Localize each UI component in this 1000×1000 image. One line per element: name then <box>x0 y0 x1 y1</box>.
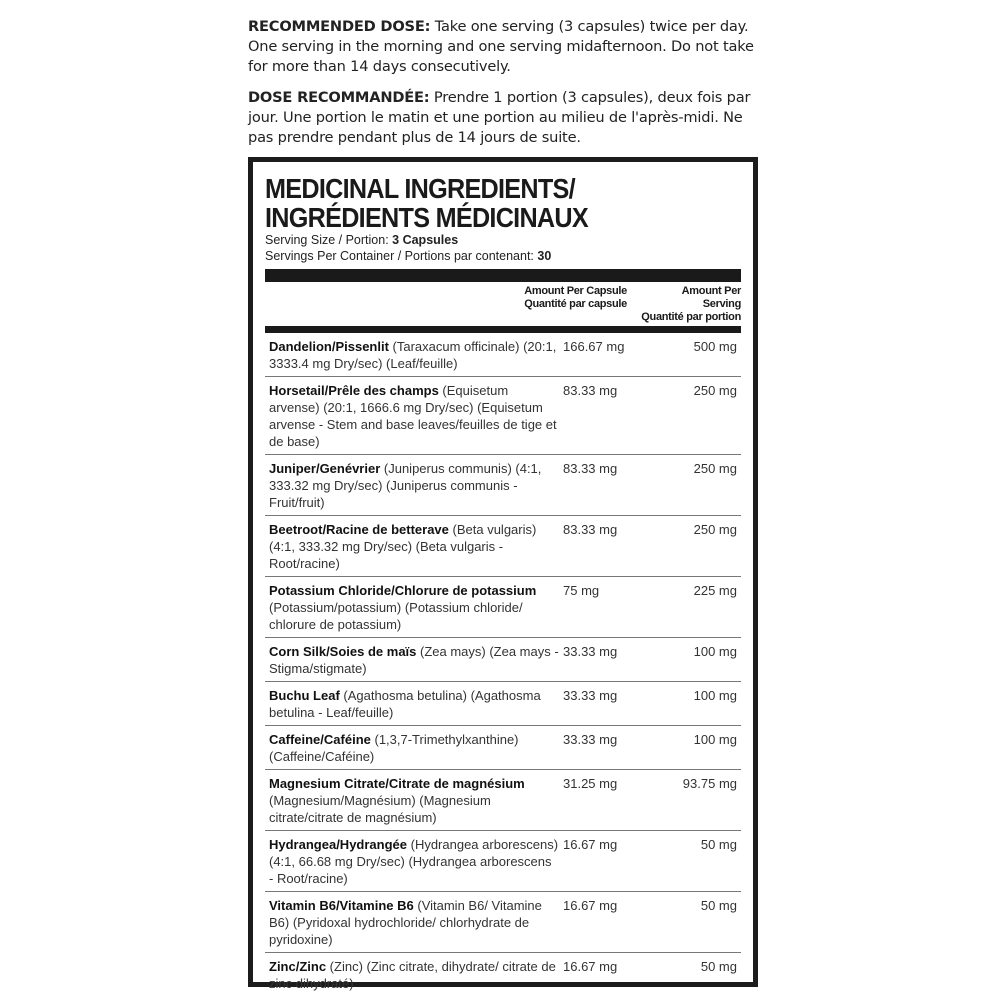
ingredient-row <box>265 333 741 377</box>
ingredient-row <box>265 770 741 831</box>
ingredient-name: Beetroot/Racine de betterave <box>269 522 449 537</box>
amount-per-serving: 225 mg <box>693 583 737 598</box>
ingredient-row <box>265 682 741 726</box>
ingredient-detail: (Hydrangea arborescens) (4:1, 66.68 mg Dry/sec) (Hydrangea arborescens - Root/racine) <box>269 837 559 886</box>
ingredient-row <box>265 892 741 953</box>
amount-per-capsule: 83.33 mg <box>563 383 618 398</box>
amount-per-capsule: 16.67 mg <box>563 898 618 913</box>
column-headers <box>265 282 741 326</box>
ingredient-description <box>269 836 559 887</box>
dose-text-fr: Prendre 1 portion (3 capsules), deux fois par jour. Une portion le matin et une portion au milieu de l'après-midi. Ne pas prendre pendant plus de 14 jours de suite. <box>248 89 751 146</box>
ingredient-name: Magnesium Citrate/Citrate de magnésium <box>269 776 525 791</box>
amount-per-capsule: 166.67 mg <box>563 339 625 354</box>
ingredient-row <box>265 455 741 516</box>
amount-per-serving: 500 mg <box>693 339 737 354</box>
ingredient-name: Corn Silk/Soies de maïs <box>269 644 417 659</box>
panel-title-line1: MEDICINAL INGREDIENTS/ <box>265 173 575 204</box>
amount-per-capsule: 83.33 mg <box>563 522 618 537</box>
amount-per-serving: 250 mg <box>693 461 737 476</box>
panel-title-line2: INGRÉDIENTS MÉDICINAUX <box>265 202 588 233</box>
ingredient-description <box>269 731 559 765</box>
amount-per-capsule: 16.67 mg <box>563 837 618 852</box>
ingredient-name: Buchu Leaf <box>269 688 340 703</box>
amount-per-serving: 100 mg <box>693 644 737 659</box>
thick-divider <box>265 269 741 282</box>
ingredient-row <box>265 953 741 996</box>
amount-per-serving: 50 mg <box>700 959 737 974</box>
amount-per-capsule: 33.33 mg <box>563 732 618 747</box>
ingredient-detail: (Beta vulgaris) (4:1, 333.32 mg Dry/sec) (Beta vulgaris - Root/racine) <box>269 522 537 571</box>
amount-per-capsule: 33.33 mg <box>563 644 618 659</box>
servings-per-container-label: Servings Per Container / Portions par contenant: <box>265 249 538 263</box>
servings-per-container <box>265 248 741 264</box>
panel-title <box>265 174 693 232</box>
amount-per-serving: 50 mg <box>700 898 737 913</box>
serving-size-label: Serving Size / Portion: <box>265 233 393 247</box>
ingredient-description <box>269 582 559 633</box>
amount-per-serving: 50 mg <box>700 837 737 852</box>
ingredient-detail: (Taraxacum officinale) (20:1, 3333.4 mg Dry/sec) (Leaf/feuille) <box>269 339 557 371</box>
ingredient-detail: (Potassium/potassium) (Potassium chloride/ chlorure de potassium) <box>269 600 523 632</box>
serving-size-value: 3 Capsules <box>392 233 459 247</box>
ingredient-list <box>265 333 741 996</box>
col-header-per-serving <box>641 285 741 324</box>
ingredient-row <box>265 577 741 638</box>
ingredient-detail: (Zinc) (Zinc citrate, dihydrate/ citrate de zinc dihydraté) <box>269 959 556 991</box>
ingredient-name: Caffeine/Caféine <box>269 732 371 747</box>
ingredient-detail: (Zea mays) (Zea mays - Stigma/stigmate) <box>269 644 559 676</box>
ingredient-description <box>269 382 559 450</box>
ingredient-detail: (1,3,7-Trimethylxanthine) (Caffeine/Caféine) <box>269 732 519 764</box>
amount-per-capsule: 83.33 mg <box>563 461 618 476</box>
ingredient-name: Potassium Chloride/Chlorure de potassium <box>269 583 537 598</box>
ingredient-detail: (Equisetum arvense) (20:1, 1666.6 mg Dry/sec) (Equisetum arvense - Stem and base leaves/feuilles de tige et de base) <box>269 383 557 449</box>
ingredient-description <box>269 897 559 948</box>
dose-label-en: RECOMMENDED DOSE: <box>248 18 431 35</box>
ingredient-description <box>269 460 559 511</box>
ingredient-description <box>269 643 559 677</box>
ingredient-detail: (Agathosma betulina) (Agathosma betulina - Leaf/feuille) <box>269 688 541 720</box>
col-capsule-en: Amount Per Capsule <box>524 285 627 297</box>
ingredient-name: Juniper/Genévrier <box>269 461 381 476</box>
ingredient-description <box>269 521 559 572</box>
ingredient-name: Zinc/Zinc <box>269 959 327 974</box>
amount-per-serving: 100 mg <box>693 688 737 703</box>
amount-per-capsule: 31.25 mg <box>563 776 618 791</box>
ingredient-name: Dandelion/Pissenlit <box>269 339 389 354</box>
ingredient-row <box>265 726 741 770</box>
servings-per-container-value: 30 <box>537 249 552 263</box>
header-divider <box>265 326 741 333</box>
ingredient-row <box>265 516 741 577</box>
ingredient-description <box>269 687 559 721</box>
col-capsule-fr: Quantité par capsule <box>524 298 627 310</box>
amount-per-capsule: 75 mg <box>563 583 600 598</box>
ingredient-name: Horsetail/Prêle des champs <box>269 383 439 398</box>
ingredient-row <box>265 831 741 892</box>
ingredient-row <box>265 377 741 455</box>
ingredient-name: Vitamin B6/Vitamine B6 <box>269 898 414 913</box>
dose-label-fr: DOSE RECOMMANDÉE: <box>248 89 430 106</box>
ingredient-detail: (Juniperus communis) (4:1, 333.32 mg Dry/sec) (Juniperus communis - Fruit/fruit) <box>269 461 542 510</box>
col-serving-en: Amount Per Serving <box>681 285 741 310</box>
ingredient-description <box>269 958 559 992</box>
ingredient-description <box>269 775 559 826</box>
ingredient-detail: (Magnesium/Magnésium) (Magnesium citrate/citrate de magnésium) <box>269 793 491 825</box>
amount-per-serving: 100 mg <box>693 732 737 747</box>
amount-per-serving: 93.75 mg <box>682 776 737 791</box>
col-serving-fr: Quantité par portion <box>641 311 741 323</box>
ingredient-row <box>265 638 741 682</box>
col-header-per-capsule <box>523 285 627 324</box>
amount-per-capsule: 16.67 mg <box>563 959 618 974</box>
recommended-dose-french <box>248 88 768 148</box>
amount-per-capsule: 33.33 mg <box>563 688 618 703</box>
dose-text-en: Take one serving (3 capsules) twice per day. One serving in the morning and one serving midafternoon. Do not take for more than 14 days consecutively. <box>248 18 754 75</box>
serving-size <box>265 232 741 248</box>
ingredient-name: Hydrangea/Hydrangée <box>269 837 407 852</box>
recommended-dose-english <box>248 17 768 77</box>
medicinal-ingredients-panel <box>248 157 758 991</box>
ingredient-description <box>269 338 559 372</box>
amount-per-serving: 250 mg <box>693 522 737 537</box>
ingredient-detail: (Vitamin B6/ Vitamine B6) (Pyridoxal hydrochloride/ chlorhydrate de pyridoxine) <box>269 898 542 947</box>
amount-per-serving: 250 mg <box>693 383 737 398</box>
